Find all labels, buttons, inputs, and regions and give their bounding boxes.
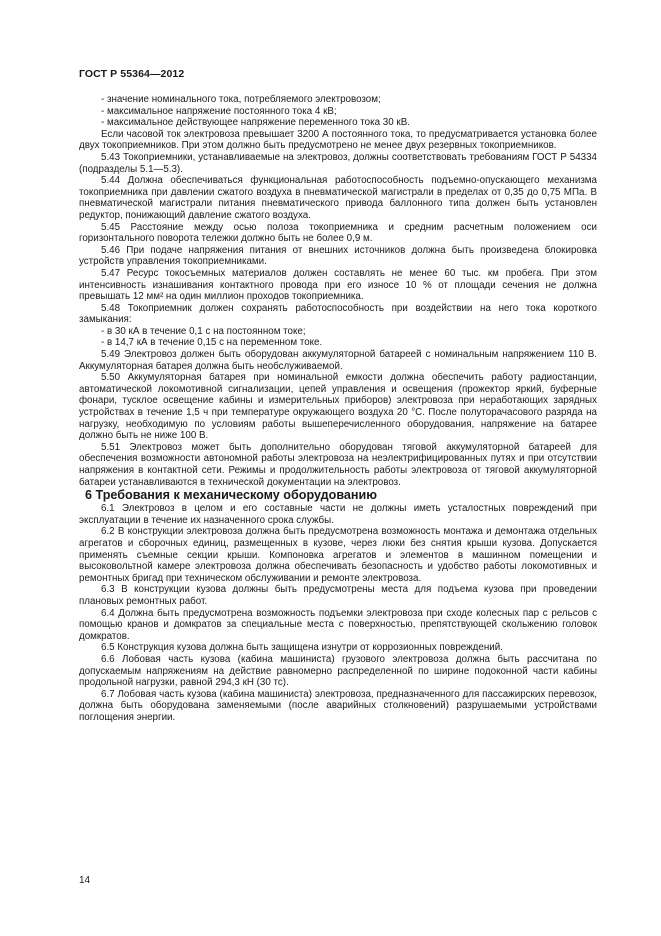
standard-header: ГОСТ Р 55364—2012	[79, 68, 185, 80]
paragraph-6-2: 6.2 В конструкции электровоза должна быть предусмотрена возможность монтажа и демонтажа отдельных агрегатов и сборочных единиц, размещенных в кузове, через люки без снятия крыши кузова. Допускается применять съемные секции крыши. Компоновка агрегатов и элементов в машинном помещении и высоковольтной камере электровоза должна обеспечивать безопасность и удобство работы локомотивных и ремонтных бригад при техническом обслуживании и ремонте электровоза.	[79, 526, 597, 584]
paragraph-5-50: 5.50 Аккумуляторная батарея при номинальной емкости должна обеспечить работу радиостанции, автоматической локомотивной сигнализации, цепей управления и освещения (прожектор яркий, буферные фонари, тусклое освещение кабины и измерительных приборов) электровоза при неработающих зарядных устройствах в течение 1,5 ч при температуре окружающего воздуха 20 °С. После полуторачасового разряда на нагрузку, необходимую по условиям работы вышеперечисленного оборудования, напряжение на батарее должно быть не ниже 100 В.	[79, 372, 597, 442]
paragraph-6-7: 6.7 Лобовая часть кузова (кабина машиниста) электровоза, предназначенного для пассажирских перевозок, должна быть оборудована заменяемыми (после аварийных столкновений) разрушаемыми устройствами поглощения энергии.	[79, 688, 597, 723]
paragraph-6-4: 6.4 Должна быть предусмотрена возможность подъемки электровоза при сходе колесных пар с рельсов с помощью кранов и домкратов за специальные места с поверхностью, препятствующей скольжению головок домкратов.	[79, 607, 597, 642]
paragraph-5-43: 5.43 Токоприемники, устанавливаемые на электровоз, должны соответствовать требованиям ГОСТ Р 54334 (подразделы 5.1—5.3).	[79, 151, 597, 175]
list-item: - в 30 кА в течение 0,1 с на постоянном токе;	[101, 325, 306, 337]
page-number: 14	[79, 875, 91, 886]
paragraph-6-6: 6.6 Лобовая часть кузова (кабина машиниста) грузового электровоза должна быть рассчитана по допускаемым напряжениям на действие равномерно распределенной по ширине подоконной части кабины продольной нагрузки, равной 294,3 кН (30 тс).	[79, 653, 597, 689]
paragraph-6-1: 6.1 Электровоз в целом и его составные части не должны иметь усталостных повреждений при эксплуатации в течение их назначенного срока службы.	[79, 503, 597, 526]
section-heading: 6 Требования к механическому оборудованию	[85, 488, 378, 503]
paragraph: Если часовой ток электровоза превышает 3200 А постоянного тока, то предусматривается установка более двух токоприемников. При этом должно быть предусмотрено не менее двух резервных токоприемников.	[79, 128, 597, 152]
paragraph-5-48: 5.48 Токоприемник должен сохранять работоспособность при воздействии на него тока короткого замыкания:	[79, 302, 597, 326]
paragraph-5-46: 5.46 При подаче напряжения питания от внешних источников должна быть произведена блокировка устройств управления токоприемниками.	[79, 244, 597, 268]
list-item: - в 14,7 кА в течение 0,15 с на переменном токе.	[101, 337, 323, 349]
document-body	[79, 94, 597, 723]
paragraph-5-47: 5.47 Ресурс токосъемных материалов должен составлять не менее 60 тыс. км пробега. При этом интенсивность изнашивания контактного провода при его износе 10 % от площади сечения не должна превышать 12 мм² на один миллион проходов токоприемника.	[79, 267, 597, 303]
paragraph-6-3: 6.3 В конструкции кузова должны быть предусмотрены места для подъема кузова при проведении плановых ремонтных работ.	[79, 584, 597, 607]
paragraph-6-5: 6.5 Конструкция кузова должна быть защищена изнутри от коррозионных повреждений.	[101, 642, 503, 654]
paragraph-5-51: 5.51 Электровоз может быть дополнительно оборудован тяговой аккумуляторной батареей для обеспечения возможности автономной работы электровоза на неэлектрифицированных путях и при отсутствии напряжения в контактной сети. Режимы и продолжительность работы электровоза от тяговой аккумуляторной батареи устанавливаются в технической документации на электровоз.	[79, 441, 597, 488]
list-item: - значение номинального тока, потребляемого электровозом;	[101, 94, 381, 105]
paragraph-5-45: 5.45 Расстояние между осью полоза токоприемника и средним расчетным положением оси горизонтального поворота тележки должно быть не более 0,9 м.	[79, 221, 597, 245]
list-item: - максимальное действующее напряжение переменного тока 30 кВ.	[101, 117, 410, 129]
paragraph-5-44: 5.44 Должна обеспечиваться функциональная работоспособность подъемно-опускающего механизма токоприемника при давлении сжатого воздуха в пневматической магистрали в пределах от 0,35 до 0,75 МПа. В пневматической магистрали питания пневматического привода баллонного типа должен быть установлен редуктор, понижающий давление сжатого воздуха.	[79, 175, 597, 221]
list-item: - максимальное напряжение постоянного тока 4 кВ;	[101, 105, 337, 117]
paragraph-5-49: 5.49 Электровоз должен быть оборудован аккумуляторной батареей с номинальным напряжением 110 В. Аккумуляторная батарея должна быть необслуживаемой.	[79, 349, 597, 372]
